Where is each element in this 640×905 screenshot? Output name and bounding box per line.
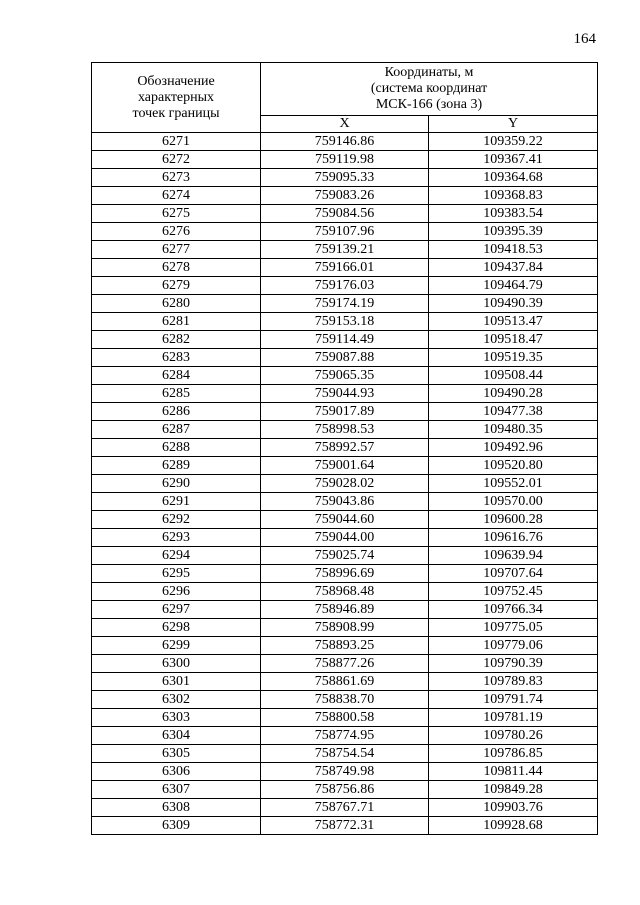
point-cell: 6307 bbox=[92, 781, 261, 799]
point-cell: 6285 bbox=[92, 385, 261, 403]
y-coordinate-cell: 109418.53 bbox=[429, 241, 598, 259]
point-cell: 6284 bbox=[92, 367, 261, 385]
y-coordinate-cell: 109464.79 bbox=[429, 277, 598, 295]
x-coordinate-cell: 758756.86 bbox=[261, 781, 429, 799]
y-coordinate-cell: 109570.00 bbox=[429, 493, 598, 511]
header-coords-line: (система координат bbox=[370, 81, 488, 96]
x-coordinate-cell: 759107.96 bbox=[261, 223, 429, 241]
x-coordinate-cell: 758968.48 bbox=[261, 583, 429, 601]
x-coordinate-cell: 758996.69 bbox=[261, 565, 429, 583]
table-row bbox=[92, 313, 598, 331]
point-cell: 6288 bbox=[92, 439, 261, 457]
x-coordinate-cell: 758754.54 bbox=[261, 745, 429, 763]
header-point-designation bbox=[92, 63, 261, 133]
y-coordinate-cell: 109513.47 bbox=[429, 313, 598, 331]
table-row bbox=[92, 583, 598, 601]
table-row bbox=[92, 457, 598, 475]
table-row bbox=[92, 763, 598, 781]
x-coordinate-cell: 758946.89 bbox=[261, 601, 429, 619]
table-row bbox=[92, 655, 598, 673]
x-coordinate-cell: 759044.93 bbox=[261, 385, 429, 403]
x-coordinate-cell: 759166.01 bbox=[261, 259, 429, 277]
x-coordinate-cell: 758893.25 bbox=[261, 637, 429, 655]
x-coordinate-cell: 759043.86 bbox=[261, 493, 429, 511]
y-coordinate-cell: 109791.74 bbox=[429, 691, 598, 709]
point-cell: 6300 bbox=[92, 655, 261, 673]
x-coordinate-cell: 759084.56 bbox=[261, 205, 429, 223]
x-coordinate-cell: 758908.99 bbox=[261, 619, 429, 637]
table-row bbox=[92, 745, 598, 763]
table-row bbox=[92, 511, 598, 529]
y-coordinate-cell: 109780.26 bbox=[429, 727, 598, 745]
table-row bbox=[92, 493, 598, 511]
table-row bbox=[92, 187, 598, 205]
coordinates-table bbox=[91, 62, 598, 835]
header-row-main bbox=[92, 63, 598, 116]
point-cell: 6294 bbox=[92, 547, 261, 565]
point-cell: 6283 bbox=[92, 349, 261, 367]
point-cell: 6297 bbox=[92, 601, 261, 619]
y-coordinate-cell: 109437.84 bbox=[429, 259, 598, 277]
y-coordinate-cell: 109600.28 bbox=[429, 511, 598, 529]
table-row bbox=[92, 367, 598, 385]
table-row bbox=[92, 205, 598, 223]
y-coordinate-cell: 109359.22 bbox=[429, 133, 598, 151]
table-row bbox=[92, 421, 598, 439]
point-cell: 6291 bbox=[92, 493, 261, 511]
table-row bbox=[92, 241, 598, 259]
point-cell: 6272 bbox=[92, 151, 261, 169]
header-coords-line: Координаты, м bbox=[384, 65, 474, 80]
x-coordinate-cell: 758772.31 bbox=[261, 817, 429, 835]
x-coordinate-cell: 759114.49 bbox=[261, 331, 429, 349]
x-coordinate-cell: 759087.88 bbox=[261, 349, 429, 367]
y-coordinate-cell: 109490.39 bbox=[429, 295, 598, 313]
y-coordinate-cell: 109779.06 bbox=[429, 637, 598, 655]
header-point-line: Обозначение bbox=[137, 73, 215, 89]
x-coordinate-cell: 759044.60 bbox=[261, 511, 429, 529]
table-row bbox=[92, 385, 598, 403]
y-coordinate-cell: 109811.44 bbox=[429, 763, 598, 781]
y-coordinate-cell: 109775.05 bbox=[429, 619, 598, 637]
y-coordinate-cell: 109639.94 bbox=[429, 547, 598, 565]
y-coordinate-cell: 109781.19 bbox=[429, 709, 598, 727]
y-coordinate-cell: 109903.76 bbox=[429, 799, 598, 817]
point-cell: 6281 bbox=[92, 313, 261, 331]
table-row bbox=[92, 799, 598, 817]
y-coordinate-cell: 109752.45 bbox=[429, 583, 598, 601]
y-coordinate-cell: 109383.54 bbox=[429, 205, 598, 223]
x-coordinate-cell: 759146.86 bbox=[261, 133, 429, 151]
table-row bbox=[92, 331, 598, 349]
table-header bbox=[92, 63, 598, 133]
point-cell: 6289 bbox=[92, 457, 261, 475]
header-point-line: характерных bbox=[137, 89, 215, 105]
header-coordinates-group bbox=[261, 63, 598, 116]
point-cell: 6304 bbox=[92, 727, 261, 745]
header-point-line: точек границы bbox=[132, 105, 220, 121]
table-row bbox=[92, 709, 598, 727]
x-coordinate-cell: 758992.57 bbox=[261, 439, 429, 457]
point-cell: 6290 bbox=[92, 475, 261, 493]
y-coordinate-cell: 109480.35 bbox=[429, 421, 598, 439]
header-coords-line: МСК-166 (зона 3) bbox=[375, 97, 483, 112]
y-coordinate-cell: 109849.28 bbox=[429, 781, 598, 799]
point-cell: 6271 bbox=[92, 133, 261, 151]
y-coordinate-cell: 109552.01 bbox=[429, 475, 598, 493]
table-row bbox=[92, 727, 598, 745]
point-cell: 6279 bbox=[92, 277, 261, 295]
point-cell: 6298 bbox=[92, 619, 261, 637]
y-coordinate-cell: 109395.39 bbox=[429, 223, 598, 241]
table-body bbox=[92, 133, 598, 835]
table-row bbox=[92, 439, 598, 457]
x-coordinate-cell: 758998.53 bbox=[261, 421, 429, 439]
table-row bbox=[92, 295, 598, 313]
table-row bbox=[92, 133, 598, 151]
x-coordinate-cell: 759028.02 bbox=[261, 475, 429, 493]
x-coordinate-cell: 759095.33 bbox=[261, 169, 429, 187]
table-row bbox=[92, 637, 598, 655]
point-cell: 6305 bbox=[92, 745, 261, 763]
x-coordinate-cell: 758800.58 bbox=[261, 709, 429, 727]
y-coordinate-cell: 109368.83 bbox=[429, 187, 598, 205]
point-cell: 6295 bbox=[92, 565, 261, 583]
table-row bbox=[92, 475, 598, 493]
table-row bbox=[92, 691, 598, 709]
x-coordinate-cell: 758861.69 bbox=[261, 673, 429, 691]
x-coordinate-cell: 758767.71 bbox=[261, 799, 429, 817]
table-row bbox=[92, 169, 598, 187]
point-cell: 6293 bbox=[92, 529, 261, 547]
point-cell: 6282 bbox=[92, 331, 261, 349]
x-coordinate-cell: 758749.98 bbox=[261, 763, 429, 781]
table-row bbox=[92, 601, 598, 619]
point-cell: 6308 bbox=[92, 799, 261, 817]
y-coordinate-cell: 109492.96 bbox=[429, 439, 598, 457]
table-row bbox=[92, 151, 598, 169]
y-coordinate-cell: 109364.68 bbox=[429, 169, 598, 187]
table-row bbox=[92, 259, 598, 277]
table-row bbox=[92, 547, 598, 565]
point-cell: 6306 bbox=[92, 763, 261, 781]
point-cell: 6303 bbox=[92, 709, 261, 727]
point-cell: 6276 bbox=[92, 223, 261, 241]
point-cell: 6275 bbox=[92, 205, 261, 223]
point-cell: 6292 bbox=[92, 511, 261, 529]
y-coordinate-cell: 109367.41 bbox=[429, 151, 598, 169]
x-coordinate-cell: 759176.03 bbox=[261, 277, 429, 295]
table-row bbox=[92, 277, 598, 295]
point-cell: 6287 bbox=[92, 421, 261, 439]
table-row bbox=[92, 529, 598, 547]
table-row bbox=[92, 619, 598, 637]
y-coordinate-cell: 109789.83 bbox=[429, 673, 598, 691]
x-coordinate-cell: 759174.19 bbox=[261, 295, 429, 313]
table-row bbox=[92, 223, 598, 241]
page-number: 164 bbox=[573, 31, 596, 47]
point-cell: 6286 bbox=[92, 403, 261, 421]
point-cell: 6299 bbox=[92, 637, 261, 655]
x-coordinate-cell: 759153.18 bbox=[261, 313, 429, 331]
x-coordinate-cell: 759044.00 bbox=[261, 529, 429, 547]
header-x: X bbox=[261, 116, 429, 133]
table-row bbox=[92, 673, 598, 691]
y-coordinate-cell: 109477.38 bbox=[429, 403, 598, 421]
y-coordinate-cell: 109766.34 bbox=[429, 601, 598, 619]
y-coordinate-cell: 109490.28 bbox=[429, 385, 598, 403]
point-cell: 6296 bbox=[92, 583, 261, 601]
x-coordinate-cell: 758838.70 bbox=[261, 691, 429, 709]
x-coordinate-cell: 759119.98 bbox=[261, 151, 429, 169]
x-coordinate-cell: 758774.95 bbox=[261, 727, 429, 745]
point-cell: 6301 bbox=[92, 673, 261, 691]
point-cell: 6277 bbox=[92, 241, 261, 259]
y-coordinate-cell: 109508.44 bbox=[429, 367, 598, 385]
y-coordinate-cell: 109616.76 bbox=[429, 529, 598, 547]
y-coordinate-cell: 109707.64 bbox=[429, 565, 598, 583]
table-row bbox=[92, 349, 598, 367]
y-coordinate-cell: 109519.35 bbox=[429, 349, 598, 367]
y-coordinate-cell: 109790.39 bbox=[429, 655, 598, 673]
x-coordinate-cell: 758877.26 bbox=[261, 655, 429, 673]
y-coordinate-cell: 109520.80 bbox=[429, 457, 598, 475]
x-coordinate-cell: 759001.64 bbox=[261, 457, 429, 475]
point-cell: 6273 bbox=[92, 169, 261, 187]
x-coordinate-cell: 759065.35 bbox=[261, 367, 429, 385]
table-row bbox=[92, 781, 598, 799]
point-cell: 6302 bbox=[92, 691, 261, 709]
table-row bbox=[92, 403, 598, 421]
table-row bbox=[92, 565, 598, 583]
x-coordinate-cell: 759139.21 bbox=[261, 241, 429, 259]
y-coordinate-cell: 109518.47 bbox=[429, 331, 598, 349]
point-cell: 6309 bbox=[92, 817, 261, 835]
table-row bbox=[92, 817, 598, 835]
y-coordinate-cell: 109786.85 bbox=[429, 745, 598, 763]
x-coordinate-cell: 759025.74 bbox=[261, 547, 429, 565]
x-coordinate-cell: 759083.26 bbox=[261, 187, 429, 205]
point-cell: 6274 bbox=[92, 187, 261, 205]
point-cell: 6278 bbox=[92, 259, 261, 277]
point-cell: 6280 bbox=[92, 295, 261, 313]
y-coordinate-cell: 109928.68 bbox=[429, 817, 598, 835]
x-coordinate-cell: 759017.89 bbox=[261, 403, 429, 421]
header-y: Y bbox=[429, 116, 598, 133]
